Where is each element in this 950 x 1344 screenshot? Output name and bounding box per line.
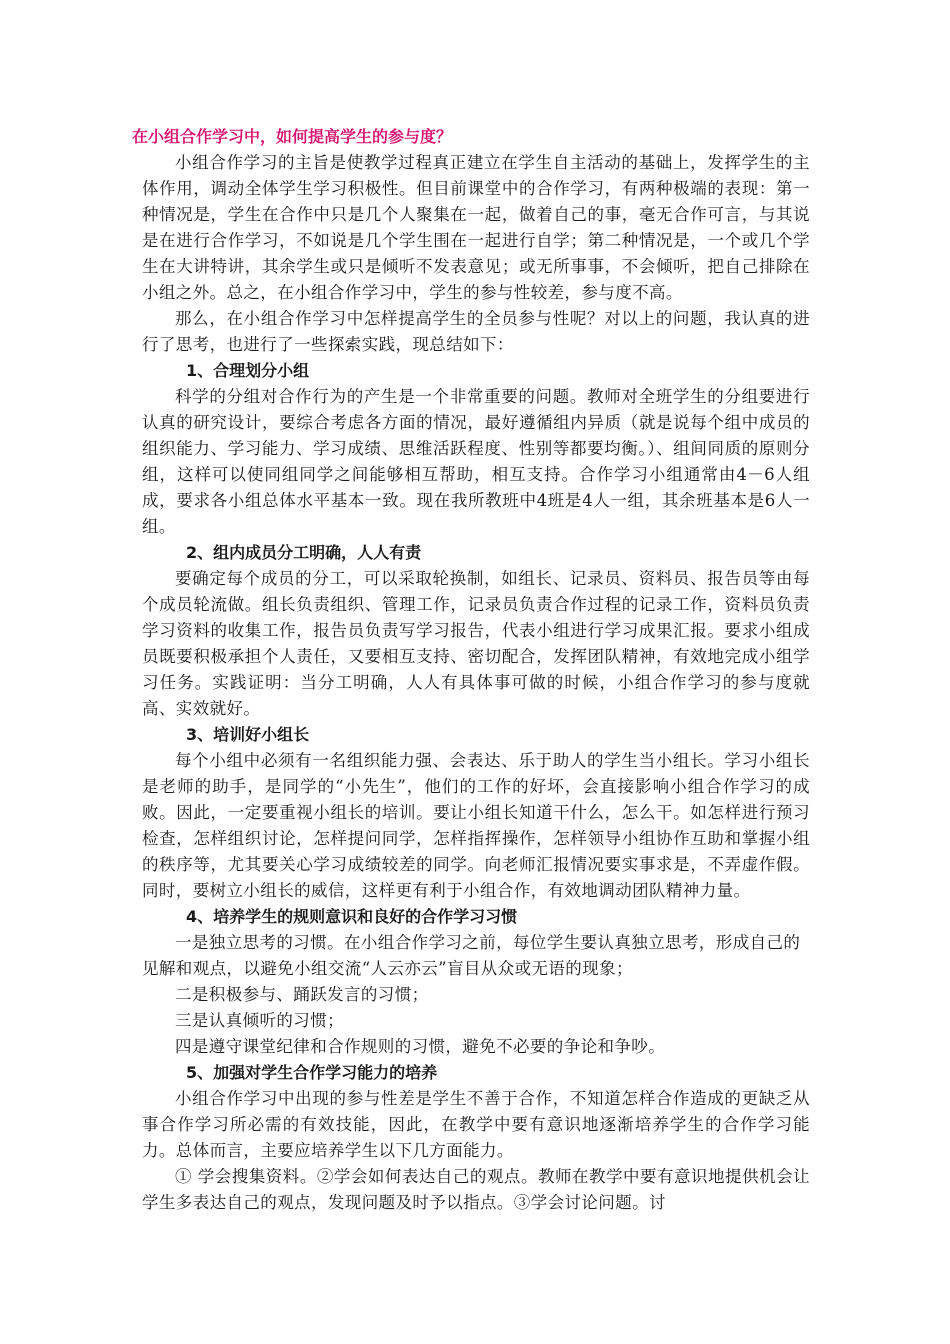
section-heading-4: 4、培养学生的规则意识和良好的合作学习习惯	[186, 907, 518, 926]
intro-paragraph-1: 小组合作学习的主旨是使教学过程真正建立在学生自主活动的基础上，发挥学生的主体作用，调动全体学生学习积极性。但目前课堂中的合作学习，有两种极端的表现：第一种情况是，学生在合作中只是几个人聚集在一起，做着自己的事，毫无合作可言，与其说是在进行合作学习，不如说是几个学生围在一起进行自学；第二种情况是，一个或几个学生在大讲特讲，其余学生或只是倾听不发表意见；或无所事事，不会倾听，把自己排除在小组之外。总之，在小组合作学习中，学生的参与性较差，参与度不高。	[142, 153, 810, 302]
intro-paragraph-2: 那么，在小组合作学习中怎样提高学生的全员参与性呢？对以上的问题，我认真的进行了思考，也进行了一些探索实践，现总结如下：	[142, 309, 810, 354]
section-heading-5: 5、加强对学生合作学习能力的培养	[186, 1063, 438, 1082]
section-body-5-abilities: ① 学会搜集资料。②学会如何表达自己的观点。教师在教学中要有意识地提供机会让学生多表达自己的观点，发现问题及时予以指点。③学会讨论问题。讨	[142, 1167, 810, 1212]
section-body-3: 每个小组中必须有一名组织能力强、会表达、乐于助人的学生当小组长。学习小组长是老师的助手，是同学的“小先生”，他们的工作的好坏，会直接影响小组合作学习的成败。因此，一定要重视小组长的培训。要让小组长知道干什么，怎么干。如怎样进行预习检查，怎样组织讨论，怎样提问同学，怎样指挥操作，怎样领导小组协作互助和掌握小组的秩序等，尤其要关心学习成绩较差的同学。向老师汇报情况要实事求是，不弄虚作假。同时，要树立小组长的威信，这样更有利于小组合作，有效地调动团队精神力量。	[142, 751, 810, 900]
section-body-1: 科学的分组对合作行为的产生是一个非常重要的问题。教师对全班学生的分组要进行认真的研究设计，要综合考虑各方面的情况，最好遵循组内异质（就是说每个组中成员的组织能力、学习能力、学习成绩、思维活跃程度、性别等都要均衡。）、组间同质的原则分组，这样可以使同组同学之间能够相互帮助，相互支持。合作学习小组通常由4－6人组成，要求各小组总体水平基本一致。现在我所教班中4班是4人一组，其余班基本是6人一组。	[142, 387, 810, 536]
habit-item-4: 四是遵守课堂纪律和合作规则的习惯，避免不必要的争论和争吵。	[175, 1037, 666, 1056]
section-heading-3: 3、培训好小组长	[186, 725, 310, 744]
section-body-2: 要确定每个成员的分工，可以采取轮换制，如组长、记录员、资料员、报告员等由每个成员轮流做。组长负责组织、管理工作，记录员负责合作过程的记录工作，资料员负责学习资料的收集工作，报告员负责写学习报告，代表小组进行学习成果汇报。要求小组成员既要积极承担个人责任，又要相互支持、密切配合，发挥团队精神，有效地完成小组学习任务。实践证明：当分工明确，人人有具体事可做的时候，小组合作学习的参与度就高、实效就好。	[142, 569, 810, 718]
section-heading-2: 2、组内成员分工明确，人人有责	[186, 543, 422, 562]
document-page	[132, 120, 810, 1216]
document-title: 在小组合作学习中，如何提高学生的参与度？	[132, 127, 453, 146]
section-heading-1: 1、合理划分小组	[186, 361, 310, 380]
section-body-5: 小组合作学习中出现的参与性差是学生不善于合作，不知道怎样合作造成的更缺乏从事合作学习所必需的有效技能，因此，在教学中要有意识地逐渐培养学生的合作学习能力。总体而言，主要应培养学生以下几方面能力。	[142, 1089, 810, 1160]
habit-item-3: 三是认真倾听的习惯；	[175, 1011, 344, 1030]
habit-item-2: 二是积极参与、踊跃发言的习惯；	[175, 985, 429, 1004]
habit-item-1: 一是独立思考的习惯。在小组合作学习之前，每位学生要认真独立思考，形成自己的见解和观点，以避免小组交流“人云亦云”盲目从众或无语的现象；	[142, 933, 801, 978]
